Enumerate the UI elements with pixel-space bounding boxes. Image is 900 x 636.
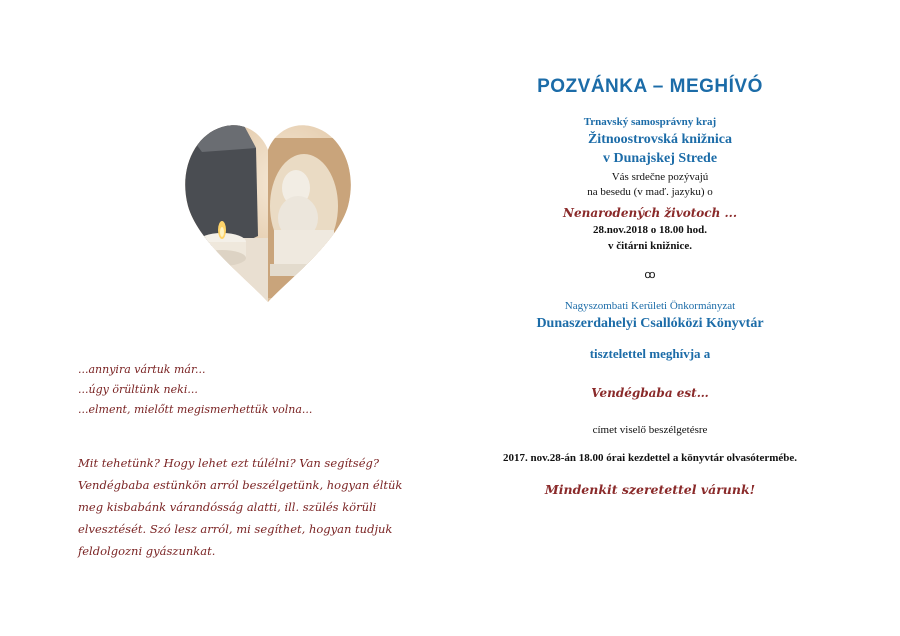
description-block [78,452,413,562]
hu-invite-line: tisztelettel meghívja a [589,346,711,361]
hu-subtitle: címet viselő beszélgetésre [592,424,708,436]
hu-welcome: Mindenkit szeretettel várunk! [544,482,756,497]
sk-place: v čitárni knižnice. [607,240,693,252]
description-line: elvesztését. Szó lesz arról, mi segíthet, hogyan tudjuk [78,522,393,536]
hu-library-name: Dunaszerdahelyi Csallóközi Könyvtár [536,316,764,331]
page-title: POZVÁNKA – MEGHÍVÓ [537,76,763,97]
description-line: Vendégbaba estünkön arról beszélgetünk, hogyan éltük [78,478,403,492]
description-line: Mit tehetünk? Hogy lehet ezt túlélni? Van segítség? [78,456,380,470]
hu-topic: Vendégbaba est… [591,386,709,400]
description-line: feldolgozni gyászunkat. [78,544,216,558]
sk-topic: Nenarodených životoch ... [563,206,737,220]
sk-datetime: 28.nov.2018 o 18.00 hod. [593,224,707,236]
quote-line: ...úgy örültünk neki... [78,383,198,396]
quote-line: ...annyira vártuk már... [78,363,206,376]
description-line: meg kisbabánk várandósság alatti, ill. szülés körüli [78,500,377,514]
sk-library-city: v Dunajskej Strede [602,151,718,166]
hu-region: Nagyszombati Kerületi Önkormányzat [564,300,736,312]
ornament-divider: ꝏ [644,269,656,281]
sk-region: Trnavský samosprávny kraj [583,116,717,128]
sk-library-name: Žitnoostrovská knižnica [587,132,733,147]
heart-photo [182,118,354,304]
hu-datetime: 2017. nov.28-án 18.00 órai kezdettel a könyvtár olvasótermébe. [502,452,798,464]
sk-invite-line: Vás srdečne pozývajú [611,171,709,183]
sk-invite-line: na besedu (v maď. jazyku) o [587,186,713,198]
quote-line: ...elment, mielőtt megismerhettük volna... [78,403,313,416]
quote-block [78,360,378,420]
